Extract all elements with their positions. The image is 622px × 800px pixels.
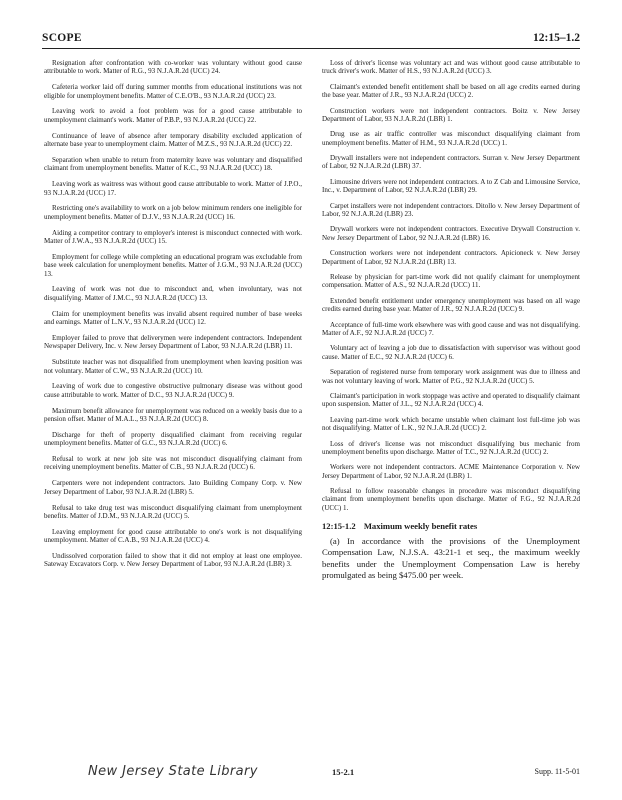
page-number: 15-2.1	[332, 767, 355, 777]
annotation-paragraph: Voluntary act of leaving a job due to dissatisfaction with supervisor was without good cause. Matter of E.C., 92 N.J.A.R.2d (UCC) 6.	[322, 344, 580, 361]
section-heading	[322, 521, 580, 531]
right-column	[322, 59, 580, 581]
header-section-range: 12:15–1.2	[533, 32, 580, 44]
annotation-paragraph: Carpenters were not independent contractors. Jato Building Company Corp. v. New Jersey Department of Labor, 93 N.J.A.R.2d (LBR) 5.	[44, 479, 302, 496]
annotation-paragraph: Limousine drivers were not independent contractors. A to Z Cab and Limousine Service, Inc., v. Department of Labor, 92 N.J.A.R.2d (LBR) 29.	[322, 177, 580, 195]
annotation-paragraph: Employment for college while completing an educational program was excludable from base week calculation for unemployment benefits. Matter of J.G.M., 93 N.J.A.R.2d (UCC) 13.	[44, 252, 302, 278]
annotation-paragraph: Construction workers were not independent contractors. Boitz v. New Jersey Department of Labor, 93 N.J.A.R.2d (LBR) 1.	[322, 106, 580, 123]
annotation-paragraph: Cafeteria worker laid off during summer months from educational institutions was not eligible for unemployment benefits. Matter of C.E.O'B., 93 N.J.A.R.2d (UCC) 23.	[44, 83, 302, 100]
annotation-paragraph: Continuance of leave of absence after temporary disability excluded application of alternate base year to unemployment claim. Matter of M.Z.S., 93 N.J.A.R.2d (UCC) 22.	[44, 131, 302, 149]
library-watermark: New Jersey State Library	[88, 764, 258, 779]
annotation-paragraph: Leaving work as waitress was without good cause attributable to work. Matter of J.P.O., 93 N.J.A.R.2d (UCC) 17.	[44, 180, 302, 197]
annotation-paragraph: Leaving of work was not due to misconduct and, when involuntary, was not disqualifying. Matter of J.M.C., 93 N.J.A.R.2d (UCC) 13.	[44, 285, 302, 302]
annotation-paragraph: Drywall workers were not independent contractors. Executive Drywall Construction v. New Jersey Department of Labor, 92 N.J.A.R.2d (LBR) 16.	[322, 225, 580, 242]
left-column	[44, 59, 302, 576]
annotation-paragraph: Acceptance of full-time work elsewhere was with good cause and was not disqualifying. Matter of A.F., 92 N.J.A.R.2d (UCC) 7.	[322, 320, 580, 337]
annotation-paragraph: Construction workers were not independent contractors. Apicioneck v. New Jersey Department of Labor, 92 N.J.A.R.2d (LBR) 13.	[322, 249, 580, 266]
supplement-date: Supp. 11-5-01	[534, 767, 580, 776]
annotation-paragraph: Separation when unable to return from maternity leave was voluntary and disqualified claimant from unemployment benefits. Matter of K.C., 93 N.J.A.R.2d (UCC) 18.	[44, 155, 302, 173]
annotation-paragraph: Resignation after confrontation with co-worker was voluntary without good cause attributable to work. Matter of R.G., 93 N.J.A.R.2d (UCC) 24.	[44, 59, 302, 76]
annotation-paragraph: Restricting one's availability to work on a job below minimum renders one ineligible for unemployment benefits. Matter of D.J.V., 93 N.J.A.R.2d (UCC) 16.	[44, 204, 302, 221]
annotation-paragraph: Undissolved corporation failed to show that it did not employ at least one employee. Sateway Excavators Corp. v. New Jersey Department of Labor, 93 N.J.A.R.2d (LBR) 3.	[44, 552, 302, 569]
section-body: (a) In accordance with the provisions of the Unemployment Compensation Law, N.J.S.A. 43:21-1 et seq., the maximum weekly benefits under the Unemployment Compensation Law is hereby promulgated as being $475.00 per week.	[322, 536, 580, 580]
running-header	[42, 32, 580, 48]
annotation-paragraph: Carpet installers were not independent contractors. Ditollo v. New Jersey Department of Labor, 92 N.J.A.R.2d (LBR) 23.	[322, 201, 580, 219]
annotation-paragraph: Refusal to work at new job site was not misconduct disqualifying claimant from receiving unemployment benefits. Matter of C.B., 93 N.J.A.R.2d (UCC) 6.	[44, 455, 302, 472]
right-annotations	[322, 59, 580, 512]
annotation-paragraph: Separation of registered nurse from temporary work assignment was due to illness and was not voluntary leaving of work. Matter of P.G., 92 N.J.A.R.2d (UCC) 5.	[322, 368, 580, 385]
section-number: 12:15-1.2	[322, 521, 356, 532]
annotation-paragraph: Refusal to take drug test was misconduct disqualifying claimant from unemployment benefits. Matter of J.D.M., 93 N.J.A.R.2d (UCC) 5.	[44, 503, 302, 520]
annotation-paragraph: Employer failed to prove that deliverymen were independent contractors. Independent Newspaper Delivery, Inc. v. New Jersey Department of Labor, 93 N.J.A.R.2d (LBR) 11.	[44, 333, 302, 351]
annotation-paragraph: Refusal to follow reasonable changes in procedure was misconduct disqualifying claimant from unemployment benefits upon discharge. Matter of F.G., 92 N.J.A.R.2d (UCC) 1.	[322, 487, 580, 512]
annotation-paragraph: Substitute teacher was not disqualified from unemployment when leaving position was not voluntary. Matter of C.W., 93 N.J.A.R.2d (UCC) 10.	[44, 358, 302, 375]
page-footer	[42, 764, 580, 784]
annotation-paragraph: Aiding a competitor contrary to employer's interest is misconduct connected with work. Matter of J.W.A., 93 N.J.A.R.2d (UCC) 15.	[44, 228, 302, 245]
annotation-paragraph: Leaving employment for good cause attributable to one's work is not disqualifying unemployment. Matter of C.A.B., 93 N.J.A.R.2d (UCC) 4.	[44, 527, 302, 545]
header-rule	[42, 48, 580, 49]
annotation-paragraph: Discharge for theft of property disqualified claimant from receiving regular unemployment benefits. Matter of G.C., 93 N.J.A.R.2d (UCC) 6.	[44, 430, 302, 448]
annotation-paragraph: Claim for unemployment benefits was invalid absent required number of base weeks and earnings. Matter of L.N.V., 93 N.J.A.R.2d (UCC) 12.	[44, 309, 302, 327]
annotation-paragraph: Drywall installers were not independent contractors. Surran v. New Jersey Department of Labor, 92 N.J.A.R.2d (LBR) 37.	[322, 154, 580, 171]
annotation-paragraph: Loss of driver's license was voluntary act and was without good cause attributable to truck driver's work. Matter of H.S., 93 N.J.A.R.2d (UCC) 3.	[322, 59, 580, 76]
annotation-paragraph: Drug use as air traffic controller was misconduct disqualifying claimant from unemployment benefits. Matter of H.M., 93 N.J.A.R.2d (UCC) 1.	[322, 130, 580, 147]
section-title: Maximum weekly benefit rates	[363, 521, 478, 532]
annotation-paragraph: Claimant's extended benefit entitlement shall be based on all age credits earned during the base year. Matter of J.R., 93 N.J.A.R.2d (UCC) 2.	[322, 82, 580, 100]
annotation-paragraph: Leaving part-time work which became unstable when claimant lost full-time job was not disqualifying. Matter of L.K., 92 N.J.A.R.2d (UCC) 2.	[322, 415, 580, 433]
annotation-paragraph: Loss of driver's license was not misconduct disqualifying bus mechanic from unemployment benefits upon discharge. Matter of T.C., 92 N.J.A.R.2d (UCC) 2.	[322, 439, 580, 456]
annotation-paragraph: Leaving of work due to congestive obstructive pulmonary disease was without good cause attributable to work. Matter of D.C., 93 N.J.A.R.2d (UCC) 9.	[44, 382, 302, 399]
header-chapter-title: SCOPE	[42, 32, 82, 44]
annotation-paragraph: Leaving work to avoid a foot problem was for a good cause attributable to unemployment claimant's work. Matter of P.B.P., 93 N.J.A.R.2d (UCC) 22.	[44, 107, 302, 124]
annotation-paragraph: Release by physician for part-time work did not qualify claimant for unemployment compensation. Matter of A.S., 92 N.J.A.R.2d (UCC) 11.	[322, 273, 580, 290]
annotation-paragraph: Maximum benefit allowance for unemployment was reduced on a weekly basis due to a pension offset. Matter of M.A.L., 93 N.J.A.R.2d (UCC) 8.	[44, 406, 302, 423]
annotation-paragraph: Claimant's participation in work stoppage was active and operated to disqualify claimant upon suspension. Matter of J.L., 92 N.J.A.R.2d (UCC) 4.	[322, 391, 580, 409]
annotation-paragraph: Workers were not independent contractors. ACME Maintenance Corporation v. New Jersey Department of Labor, 92 N.J.A.R.2d (LBR) 1.	[322, 463, 580, 480]
annotation-paragraph: Extended benefit entitlement under emergency unemployment was based on all wage credits earned during base year. Matter of J.R., 92 N.J.A.R.2d (UCC) 9.	[322, 296, 580, 314]
